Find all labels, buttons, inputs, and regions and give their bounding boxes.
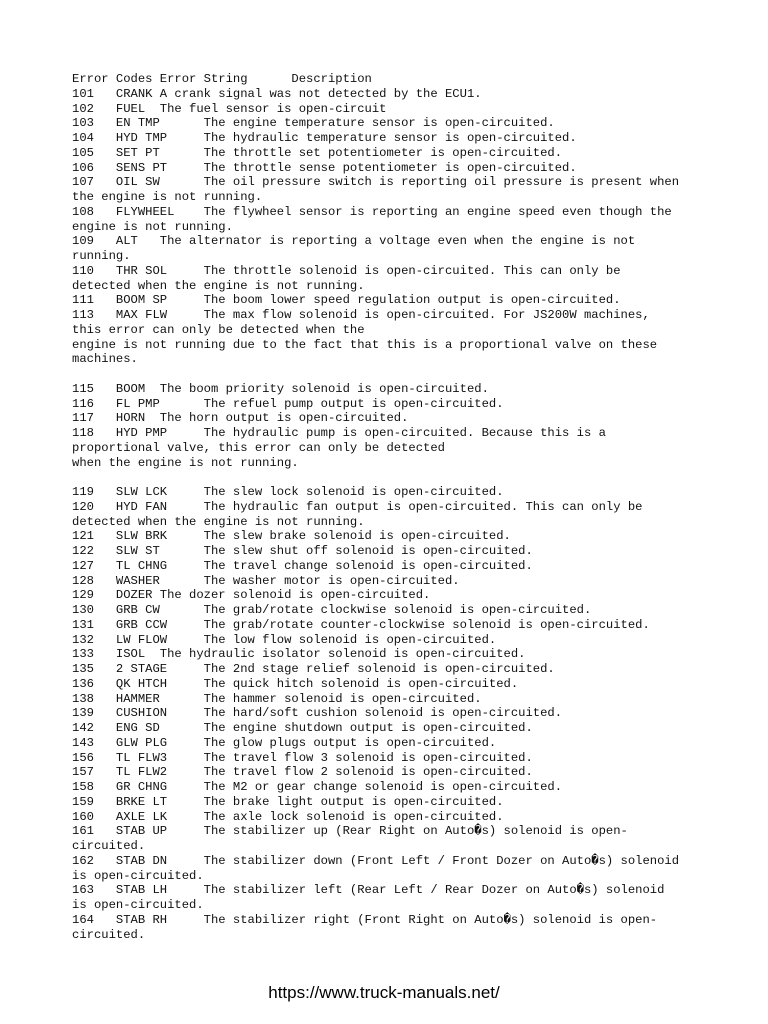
text-line: 122 SLW ST The slew shut off solenoid is open-circuited. (72, 544, 533, 558)
text-line: 108 FLYWHEEL The flywheel sensor is reporting an engine speed even though the (72, 204, 672, 219)
text-line: 159 BRKE LT The brake light output is open-circuited. (72, 794, 504, 809)
text-line: 130 GRB CW The grab/rotate clockwise solenoid is open-circuited. (72, 603, 592, 617)
text-line: this error can only be detected when the (72, 322, 365, 337)
text-line: 164 STAB RH The stabilizer right (Front Right on Auto�s) solenoid is open- (72, 912, 658, 927)
text-line: 107 OIL SW The oil pressure switch is reporting oil pressure is present when (72, 175, 680, 190)
text-line (72, 470, 712, 485)
text-line: 118 HYD PMP The hydraulic pump is open-circuited. Because this is a (72, 426, 606, 440)
text-line: proportional valve, this error can only be detected (72, 440, 445, 455)
text-line: the engine is not running. (72, 190, 263, 204)
text-line: 132 LW FLOW The low flow solenoid is open-circuited. (72, 632, 497, 647)
text-line: 163 STAB LH The stabilizer left (Rear Left / Rear Dozer on Auto�s) solenoid (72, 883, 665, 898)
text-line: circuited. (72, 927, 146, 942)
text-line: 120 HYD FAN The hydraulic fan output is open-circuited. This can only be (72, 499, 643, 514)
text-line: 142 ENG SD The engine shutdown output is open-circuited. (72, 721, 533, 735)
text-line (72, 367, 712, 382)
text-line: 135 2 STAGE The 2nd stage relief solenoid is open-circuited. (72, 662, 555, 676)
text-line: 103 EN TMP The engine temperature sensor is open-circuited. (72, 116, 555, 131)
text-line: 139 CUSHION The hard/soft cushion solenoid is open-circuited. (72, 706, 563, 721)
text-line: 128 WASHER The washer motor is open-circuited. (72, 573, 460, 588)
text-line: 111 BOOM SP The boom lower speed regulation output is open-circuited. (72, 293, 621, 308)
text-line: 101 CRANK A crank signal was not detected by the ECU1. (72, 86, 482, 101)
text-line: 104 HYD TMP The hydraulic temperature sensor is open-circuited. (72, 131, 577, 145)
text-line: 161 STAB UP The stabilizer up (Rear Right on Auto�s) solenoid is open- (72, 824, 628, 839)
text-line: 131 GRB CCW The grab/rotate counter-clockwise solenoid is open-circuited. (72, 617, 650, 632)
text-line: 102 FUEL The fuel sensor is open-circuit (72, 101, 387, 116)
text-line: 138 HAMMER The hammer solenoid is open-circuited. (72, 691, 482, 706)
text-line: 116 FL PMP The refuel pump output is open-circuited. (72, 396, 504, 411)
text-line: 157 TL FLW2 The travel flow 2 solenoid is open-circuited. (72, 765, 533, 780)
text-line: 113 MAX FLW The max flow solenoid is open-circuited. For JS200W machines, (72, 308, 650, 322)
text-line: 133 ISOL The hydraulic isolator solenoid is open-circuited. (72, 647, 526, 662)
text-line: 109 ALT The alternator is reporting a voltage even when the engine is not (72, 234, 636, 249)
text-line: 105 SET PT The throttle set potentiometer is open-circuited. (72, 145, 563, 160)
text-line: 143 GLW PLG The glow plugs output is open-circuited. (72, 735, 497, 750)
text-line: when the engine is not running. (72, 455, 299, 470)
text-line: is open-circuited. (72, 868, 204, 883)
text-line: engine is not running due to the fact that this is a proportional valve on these (72, 337, 658, 352)
text-line: Error Codes Error String Description (72, 72, 372, 86)
text-line: engine is not running. (72, 219, 233, 234)
text-line: 121 SLW BRK The slew brake solenoid is open-circuited. (72, 529, 511, 544)
text-line: 136 QK HTCH The quick hitch solenoid is open-circuited. (72, 676, 519, 691)
text-line: 162 STAB DN The stabilizer down (Front Left / Front Dozer on Auto�s) solenoid (72, 853, 680, 868)
text-line: 156 TL FLW3 The travel flow 3 solenoid is open-circuited. (72, 750, 533, 765)
text-line: 117 HORN The horn output is open-circuited. (72, 411, 409, 426)
text-line: 115 BOOM The boom priority solenoid is open-circuited. (72, 381, 489, 396)
text-line: detected when the engine is not running. (72, 514, 365, 529)
text-line: 110 THR SOL The throttle solenoid is open-circuited. This can only be (72, 263, 621, 278)
text-line: 129 DOZER The dozer solenoid is open-circuited. (72, 588, 431, 603)
text-line: 160 AXLE LK The axle lock solenoid is open-circuited. (72, 809, 504, 824)
text-line: 158 GR CHNG The M2 or gear change solenoid is open-circuited. (72, 780, 563, 794)
text-line: 127 TL CHNG The travel change solenoid is open-circuited. (72, 558, 533, 573)
text-line: running. (72, 249, 131, 263)
document-body (72, 72, 712, 942)
text-line: 119 SLW LCK The slew lock solenoid is open-circuited. (72, 485, 504, 499)
footer-url-link[interactable]: https://www.truck-manuals.net/ (268, 983, 500, 1002)
text-line: 106 SENS PT The throttle sense potentiometer is open-circuited. (72, 160, 577, 175)
text-line: circuited. (72, 839, 146, 853)
text-line: is open-circuited. (72, 898, 204, 912)
text-line: detected when the engine is not running. (72, 278, 365, 293)
text-line: machines. (72, 352, 138, 367)
